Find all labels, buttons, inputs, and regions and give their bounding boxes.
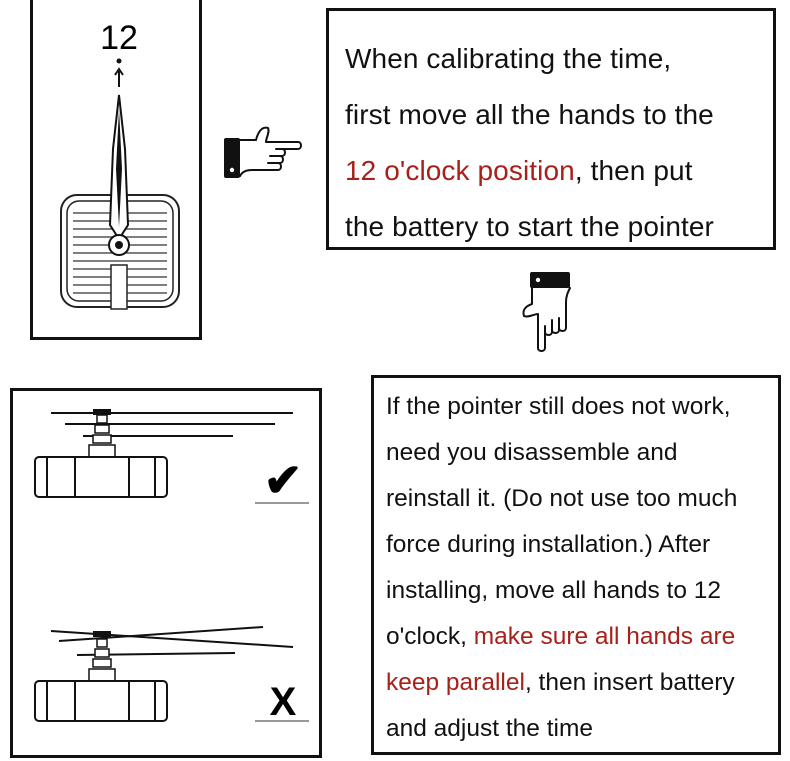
reinstall-text (386, 384, 737, 752)
pointing-down-hand-icon (524, 270, 586, 354)
clock-movement-panel (30, 0, 202, 340)
wrong-tilted-example (35, 627, 309, 724)
pointing-right-hand-icon (222, 122, 302, 180)
hands-comparison-illustration (13, 391, 325, 761)
up-arrow-icon (115, 69, 123, 87)
twelve-label: 12 (100, 19, 138, 57)
hands-parallel-comparison-panel (10, 388, 322, 758)
reinstall-line-1: If the pointer still does not work, (386, 393, 731, 420)
correct-parallel-example (35, 409, 309, 506)
reinstall-line-5: installing, move all hands to 12 (386, 577, 722, 604)
parallel-highlight-part-1: make sure all hands are (473, 623, 736, 650)
reinstall-line-6-start: o'clock, (386, 623, 474, 650)
parallel-highlight-part-2: keep parallel (386, 669, 525, 696)
calibration-line-4: the battery to start the pointer (345, 211, 714, 242)
reinstall-line-2: need you disassemble and (386, 439, 678, 466)
reinstall-line-8: and adjust the time (386, 715, 594, 742)
reinstall-instruction-box (371, 375, 781, 755)
clock-movement-illustration (33, 0, 205, 343)
calibration-line-3-rest: , then put (574, 155, 693, 186)
reinstall-line-7-rest: , then insert battery (524, 669, 735, 696)
checkmark-icon: ✔ (263, 454, 303, 506)
twelve-dot (117, 59, 122, 64)
cross-icon: X (269, 680, 297, 724)
calibration-line-2: first move all the hands to the (345, 99, 714, 130)
reinstall-line-3: reinstall it. (Do not use too much (386, 485, 738, 512)
calibration-line-3 (345, 143, 714, 199)
clock-hands (109, 95, 129, 255)
twelve-oclock-highlight: 12 o'clock position (345, 155, 575, 186)
reinstall-line-6 (386, 614, 737, 660)
reinstall-line-7 (386, 660, 737, 706)
calibration-text (345, 31, 714, 255)
calibration-line-1: When calibrating the time, (345, 43, 672, 74)
reinstall-line-4: force during installation.) After (386, 531, 711, 558)
calibration-instruction-box (326, 8, 776, 250)
